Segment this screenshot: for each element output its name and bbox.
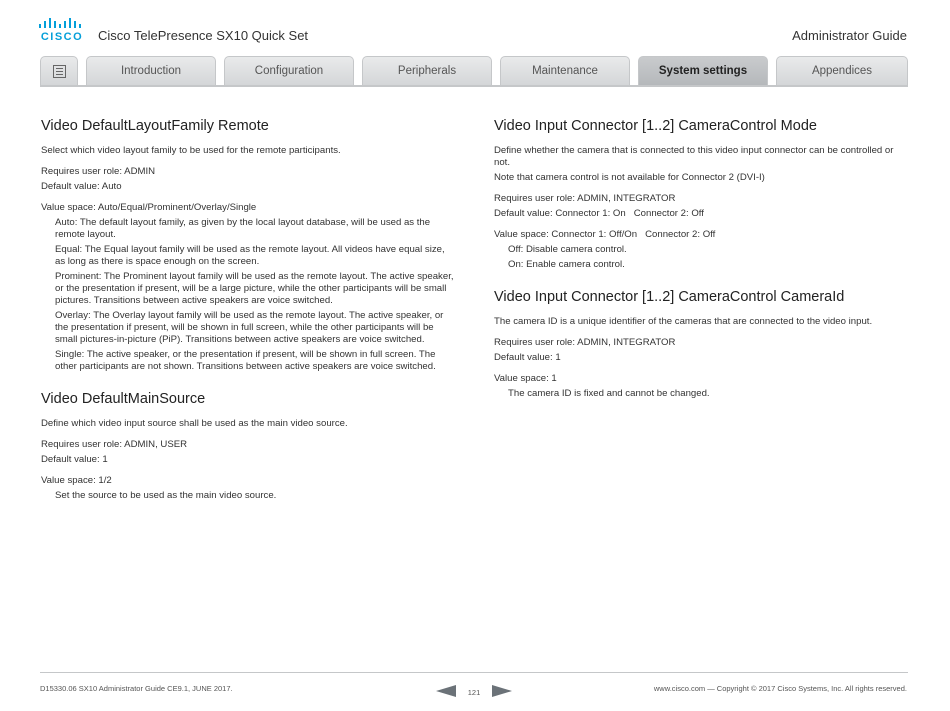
- tab-introduction[interactable]: Introduction: [86, 56, 216, 85]
- setting-description: Define whether the camera that is connected to this video input connector can be controlled or not.: [494, 145, 894, 168]
- setting-title: Video Input Connector [1..2] CameraControl CameraId: [494, 289, 845, 305]
- right-column: [494, 118, 894, 403]
- tab-peripherals[interactable]: Peripherals: [362, 56, 492, 85]
- guide-title: Administrator Guide: [792, 28, 907, 43]
- value-item-off: Off: Disable camera control.: [508, 244, 627, 255]
- setting-role: Requires user role: ADMIN: [41, 166, 156, 177]
- value-item-auto: Auto: The default layout family, as given by the local layout database, will be used as the remote layout.: [55, 217, 431, 240]
- value-item: Set the source to be used as the main video source.: [55, 490, 277, 501]
- page-header: [0, 0, 950, 56]
- tab-maintenance[interactable]: Maintenance: [500, 56, 630, 85]
- tab-divider: [40, 85, 908, 87]
- value-item-on: On: Enable camera control.: [508, 259, 625, 270]
- next-page-arrow-icon[interactable]: [492, 685, 512, 697]
- setting-title: Video DefaultLayoutFamily Remote: [41, 118, 269, 134]
- setting-title: Video Input Connector [1..2] CameraControl Mode: [494, 118, 817, 134]
- setting-value-space: Value space: Auto/Equal/Prominent/Overlay/Single: [41, 202, 257, 213]
- setting-default-layout-family-remote: [41, 118, 456, 373]
- setting-description: Define which video input source shall be used as the main video source.: [41, 418, 348, 429]
- setting-default: Default value: Connector 1: On Connector 2: Off: [494, 208, 704, 219]
- table-of-contents-icon: [53, 65, 66, 78]
- setting-value-space: Value space: 1: [494, 373, 557, 384]
- value-item-single: Single: The active speaker, or the presentation if present, will be shown in full screen. The other participants are not shown. Transitions between active speakers are voice switched.: [55, 349, 436, 372]
- setting-default: Default value: Auto: [41, 181, 122, 192]
- tab-configuration[interactable]: Configuration: [224, 56, 354, 85]
- setting-default-main-source: [41, 391, 456, 502]
- cisco-logo: [38, 16, 86, 46]
- setting-note: Note that camera control is not available for Connector 2 (DVI-I): [494, 172, 765, 183]
- left-column: [41, 118, 456, 505]
- value-item-equal: Equal: The Equal layout family will be used as the remote layout. All videos have equal size, as long as there is space enough on the screen.: [55, 244, 445, 267]
- setting-camera-control-mode: [494, 118, 894, 271]
- footer-document-id: D15330.06 SX10 Administrator Guide CE9.1, JUNE 2017.: [40, 684, 233, 693]
- document-title: Cisco TelePresence SX10 Quick Set: [98, 28, 309, 43]
- setting-camera-control-camera-id: [494, 289, 894, 400]
- tab-table-of-contents[interactable]: [40, 56, 78, 85]
- setting-value-space: Value space: Connector 1: Off/On Connector 2: Off: [494, 229, 716, 240]
- setting-role: Requires user role: ADMIN, INTEGRATOR: [494, 193, 676, 204]
- setting-value-space: Value space: 1/2: [41, 475, 112, 486]
- tab-appendices[interactable]: Appendices: [776, 56, 908, 85]
- setting-title: Video DefaultMainSource: [41, 391, 206, 407]
- setting-default: Default value: 1: [494, 352, 561, 363]
- value-item: The camera ID is fixed and cannot be changed.: [508, 388, 710, 399]
- setting-role: Requires user role: ADMIN, INTEGRATOR: [494, 337, 676, 348]
- setting-description: The camera ID is a unique identifier of the cameras that are connected to the video input.: [494, 316, 873, 327]
- setting-description: Select which video layout family to be used for the remote participants.: [41, 145, 341, 156]
- cisco-logo-text: CISCO: [40, 31, 84, 43]
- previous-page-arrow-icon[interactable]: [436, 685, 456, 697]
- tab-bar: [40, 56, 908, 86]
- footer-copyright: www.cisco.com — Copyright © 2017 Cisco Systems, Inc. All rights reserved.: [653, 684, 907, 693]
- setting-default: Default value: 1: [41, 454, 108, 465]
- setting-role: Requires user role: ADMIN, USER: [41, 439, 188, 450]
- footer-divider: [40, 672, 908, 673]
- value-item-prominent: Prominent: The Prominent layout family will be used as the remote layout. The active speaker, or the presentation if present, will be a large picture, while the other participants will be small pictures. Transitions between active speakers are voice switched.: [55, 271, 454, 306]
- page-number: 121: [467, 688, 481, 697]
- value-item-overlay: Overlay: The Overlay layout family will be used as the remote layout. The active speaker, or the presentation if present, will be shown in full screen, while the other participants will be small pictures-in-picture (PiP). Transitions between active speakers are voice switched.: [55, 310, 444, 345]
- tab-system-settings[interactable]: System settings: [638, 56, 768, 85]
